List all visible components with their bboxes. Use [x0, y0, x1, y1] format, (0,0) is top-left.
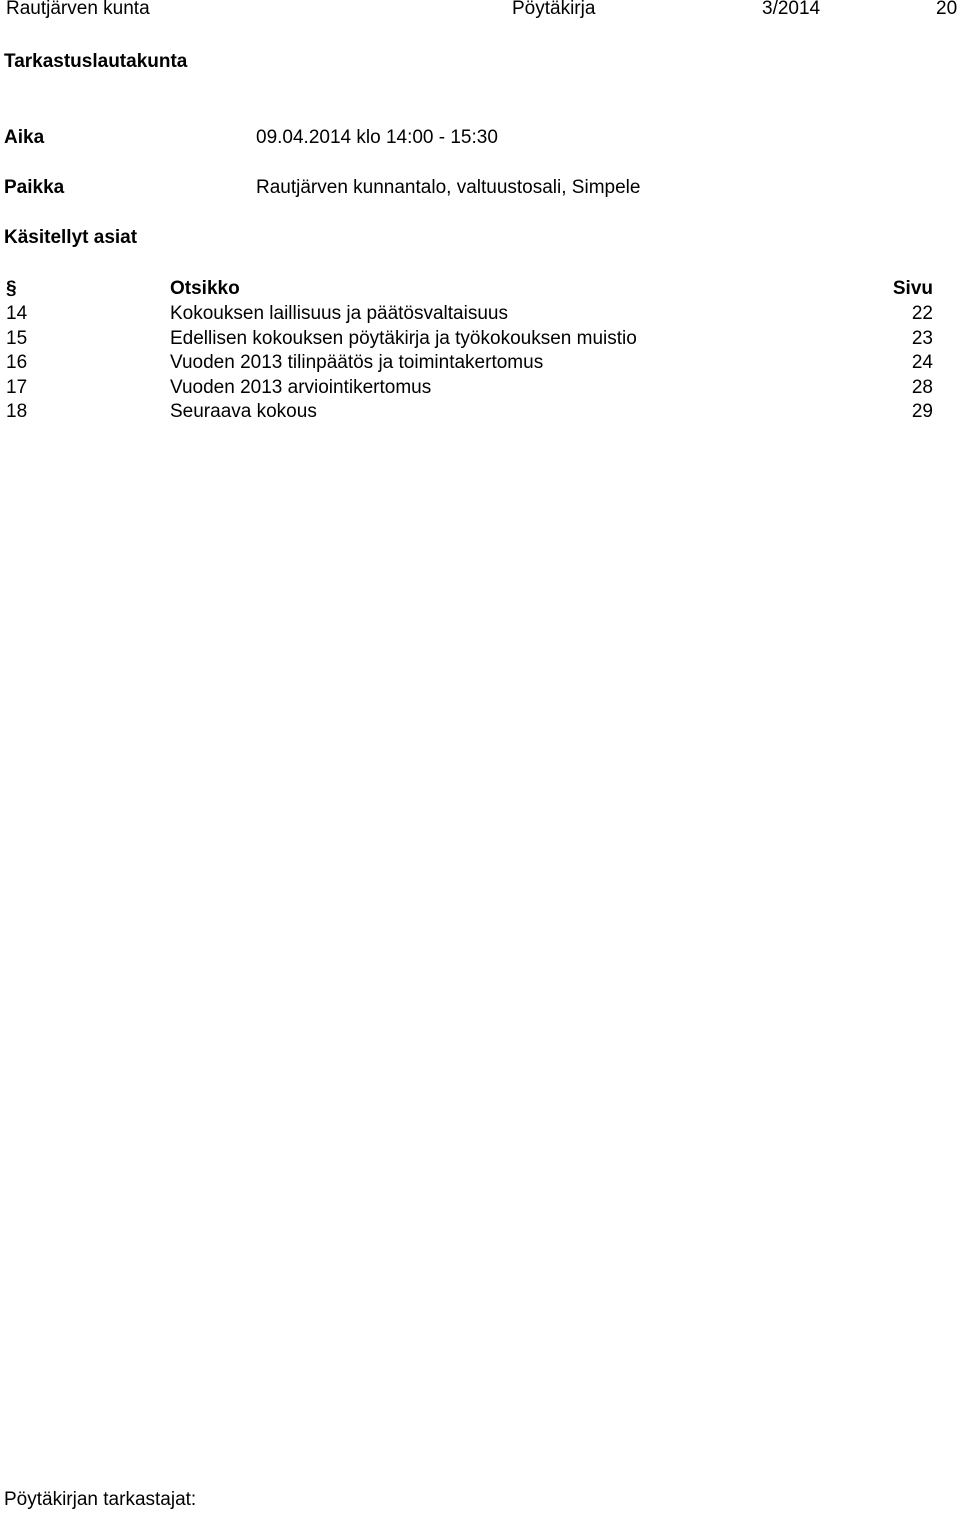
agenda-item-page: 28	[911, 377, 933, 398]
agenda-item-title: Vuoden 2013 arviointikertomus	[170, 377, 432, 398]
agenda-item-number: 16	[6, 352, 28, 373]
agenda-item-page: 23	[911, 328, 933, 349]
agenda-row	[0, 377, 960, 401]
section-sign-header: §	[6, 278, 17, 299]
document-number: 3/2014	[762, 0, 821, 19]
agenda-item-title: Seuraava kokous	[170, 401, 317, 422]
agenda-item-number: 14	[6, 303, 28, 324]
place-label: Paikka	[4, 177, 65, 198]
agenda-item-title: Edellisen kokouksen pöytäkirja ja työkokouksen muistio	[170, 328, 637, 349]
agenda-row	[0, 328, 960, 352]
page-column-header: Sivu	[892, 278, 933, 299]
agenda-row	[0, 401, 960, 425]
board-name: Tarkastuslautakunta	[4, 51, 188, 72]
time-label: Aika	[4, 127, 45, 148]
agenda-heading: Käsitellyt asiat	[4, 227, 138, 248]
agenda-item-page: 22	[911, 303, 933, 324]
agenda-item-number: 17	[6, 377, 28, 398]
agenda-item-page: 29	[911, 401, 933, 422]
agenda-row	[0, 352, 960, 376]
agenda-item-page: 24	[911, 352, 933, 373]
time-value: 09.04.2014 klo 14:00 - 15:30	[256, 127, 498, 148]
page-number: 20	[936, 0, 958, 19]
title-column-header: Otsikko	[170, 278, 240, 299]
agenda-item-number: 18	[6, 401, 28, 422]
agenda-item-title: Kokouksen laillisuus ja päätösvaltaisuus	[170, 303, 508, 324]
agenda-item-title: Vuoden 2013 tilinpäätös ja toimintakertomus	[170, 352, 544, 373]
minutes-checkers-label: Pöytäkirjan tarkastajat:	[4, 1489, 197, 1510]
place-value: Rautjärven kunnantalo, valtuustosali, Simpele	[256, 177, 641, 198]
agenda-row	[0, 303, 960, 327]
organization-name: Rautjärven kunta	[6, 0, 150, 19]
document-type: Pöytäkirja	[512, 0, 596, 19]
agenda-item-number: 15	[6, 328, 28, 349]
